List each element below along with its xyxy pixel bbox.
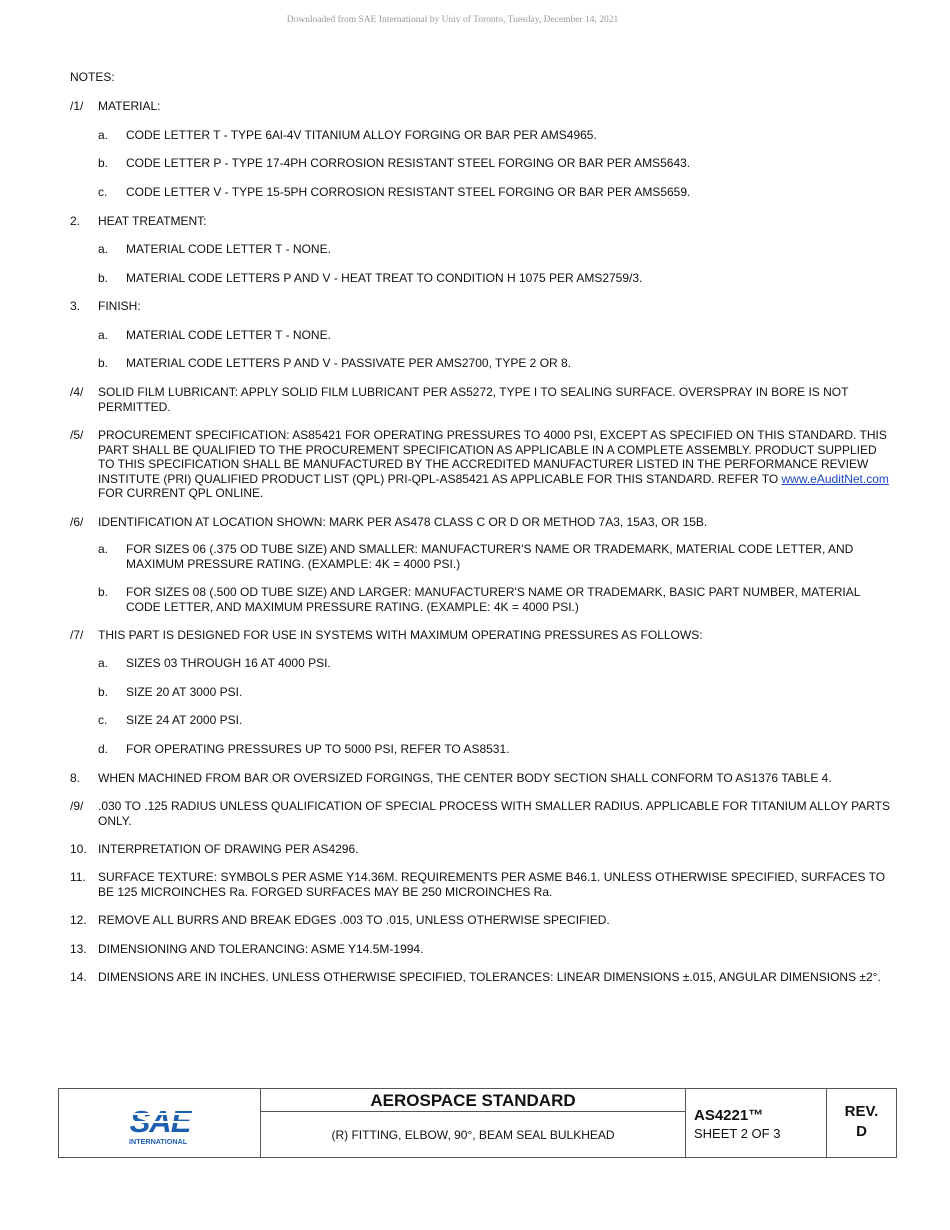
sub-note-letter: c. <box>98 185 108 199</box>
sub-note-letter: a. <box>98 128 109 142</box>
note-text: WHEN MACHINED FROM BAR OR OVERSIZED FORGINGS, THE CENTER BODY SECTION SHALL CONFORM TO AS1376 TABLE 4. <box>98 771 832 785</box>
standard-type: AEROSPACE STANDARD <box>261 1089 685 1112</box>
revision-value: D <box>856 1123 867 1140</box>
revision-cell <box>827 1089 896 1157</box>
eauditnet-link[interactable]: www.eAuditNet.com <box>781 471 889 486</box>
sub-note-text: MATERIAL CODE LETTER T - NONE. <box>126 242 331 256</box>
sub-note-letter: c. <box>98 713 108 727</box>
note-13 <box>70 942 890 957</box>
note-number: /4/ <box>70 385 84 399</box>
note-3 <box>70 299 890 314</box>
sub-note-text: CODE LETTER P - TYPE 17-4PH CORROSION RESISTANT STEEL FORGING OR BAR PER AMS5643. <box>126 156 691 170</box>
note-text: IDENTIFICATION AT LOCATION SHOWN: MARK PER AS478 CLASS C OR D OR METHOD 7A3, 15A3, OR 15B. <box>98 515 708 529</box>
note-text: .030 TO .125 RADIUS UNLESS QUALIFICATION OF SPECIAL PROCESS WITH SMALLER RADIUS. APPLICABLE FOR TITANIUM ALLOY PARTS ONLY. <box>98 799 891 828</box>
sub-note-letter: a. <box>98 656 109 670</box>
note-1 <box>70 99 890 114</box>
note-12 <box>70 913 890 928</box>
sub-note-letter: b. <box>98 271 109 285</box>
note-1a <box>98 128 890 143</box>
note-14 <box>70 970 890 985</box>
note-number: 13. <box>70 942 87 956</box>
sub-note-text: CODE LETTER V - TYPE 15-5PH CORROSION RESISTANT STEEL FORGING OR BAR PER AMS5659. <box>126 185 691 199</box>
sub-note-text: FOR SIZES 06 (.375 OD TUBE SIZE) AND SMALLER: MANUFACTURER'S NAME OR TRADEMARK, MATERIAL CODE LETTER, AND MAXIMUM PRESSURE RATING. (EXAMPLE: 4K = 4000 PSI.) <box>126 542 854 571</box>
note-number: /7/ <box>70 628 84 642</box>
sub-note-text: SIZES 03 THROUGH 16 AT 4000 PSI. <box>126 656 331 670</box>
document-cell <box>686 1089 827 1157</box>
note-number: /1/ <box>70 99 84 113</box>
sub-note-text: FOR OPERATING PRESSURES UP TO 5000 PSI, REFER TO AS8531. <box>126 742 510 756</box>
sub-note-letter: a. <box>98 542 109 556</box>
note-text: REMOVE ALL BURRS AND BREAK EDGES .003 TO .015, UNLESS OTHERWISE SPECIFIED. <box>98 913 610 927</box>
note-1b <box>98 156 890 171</box>
sub-note-text: MATERIAL CODE LETTERS P AND V - HEAT TREAT TO CONDITION H 1075 PER AMS2759/3. <box>126 271 643 285</box>
note-number: 8. <box>70 771 81 785</box>
note-text: THIS PART IS DESIGNED FOR USE IN SYSTEMS WITH MAXIMUM OPERATING PRESSURES AS FOLLOWS: <box>98 628 703 642</box>
note-text: INTERPRETATION OF DRAWING PER AS4296. <box>98 842 359 856</box>
sae-logo-icon <box>127 1103 197 1147</box>
title-cell <box>261 1089 686 1157</box>
note-2 <box>70 214 890 229</box>
sub-note-text: SIZE 20 AT 3000 PSI. <box>126 685 243 699</box>
note-text: SOLID FILM LUBRICANT: APPLY SOLID FILM LUBRICANT PER AS5272, TYPE I TO SEALING SURFACE. OVERSPRAY IN BORE IS NOT PERMITTED. <box>98 385 849 414</box>
note-1c <box>98 185 890 200</box>
notes-heading: NOTES: <box>70 70 115 84</box>
note-2b <box>98 271 890 286</box>
note-10 <box>70 842 890 857</box>
note-text: SURFACE TEXTURE: SYMBOLS PER ASME Y14.36M. REQUIREMENTS PER ASME B46.1. UNLESS OTHERWISE SPECIFIED, SURFACES TO BE 125 MICROINCHES Ra. FORGED SURFACES MAY BE 250 MICROINCHES Ra. <box>98 870 886 899</box>
note-6 <box>70 515 890 530</box>
logo-subtext: INTERNATIONAL <box>129 1137 188 1146</box>
note-number: /6/ <box>70 515 84 529</box>
sheet-number: SHEET 2 OF 3 <box>694 1126 781 1141</box>
note-11 <box>70 870 890 899</box>
note-number: 12. <box>70 913 87 927</box>
title-block <box>58 1088 897 1158</box>
sub-note-text: SIZE 24 AT 2000 PSI. <box>126 713 243 727</box>
note-number: 14. <box>70 970 87 984</box>
revision-label: REV. <box>844 1103 879 1120</box>
sub-note-letter: d. <box>98 742 109 756</box>
note-6b <box>98 585 890 614</box>
note-text-before-link: PROCUREMENT SPECIFICATION: AS85421 FOR OPERATING PRESSURES TO 4000 PSI, EXCEPT AS SPECIFIED ON THIS STANDARD. THIS PART SHALL BE QUALIFIED TO THE PROCUREMENT SPECIFICATION AS APPLICABLE IN A COMPLETE ASSEMBLY. PRODUCT SUPPLIED TO THIS SPECIFICATION SHALL BE MANUFACTURED BY THE ACCREDITED MANUFACTURER LISTED IN THE PERFORMANCE REVIEW INSTITUTE (PRI) QUALIFIED PRODUCT LIST (QPL) PRI-QPL-AS85421 AS APPLICABLE FOR THIS STANDARD. REFER TO <box>98 428 887 486</box>
note-text: DIMENSIONS ARE IN INCHES. UNLESS OTHERWISE SPECIFIED, TOLERANCES: LINEAR DIMENSIONS ±.015, ANGULAR DIMENSIONS ±2°. <box>98 970 881 984</box>
sub-note-text: MATERIAL CODE LETTER T - NONE. <box>126 328 331 342</box>
sub-note-letter: b. <box>98 356 109 370</box>
note-4 <box>70 385 890 414</box>
note-text <box>98 428 890 501</box>
sub-note-letter: b. <box>98 685 109 699</box>
note-text: HEAT TREATMENT: <box>98 214 207 228</box>
note-2a <box>98 242 890 257</box>
note-8 <box>70 771 890 786</box>
sub-note-letter: a. <box>98 328 109 342</box>
note-number: 10. <box>70 842 87 856</box>
note-3b <box>98 356 890 371</box>
note-7 <box>70 628 890 643</box>
note-number: /9/ <box>70 799 84 813</box>
note-text: MATERIAL: <box>98 99 161 113</box>
note-7a <box>98 656 890 671</box>
sub-note-text: FOR SIZES 08 (.500 OD TUBE SIZE) AND LARGER: MANUFACTURER'S NAME OR TRADEMARK, BASIC PART NUMBER, MATERIAL CODE LETTER, AND MAXIMUM PRESSURE RATING. (EXAMPLE: 4K = 4000 PSI.) <box>126 585 860 614</box>
sub-note-text: MATERIAL CODE LETTERS P AND V - PASSIVATE PER AMS2700, TYPE 2 OR 8. <box>126 356 572 370</box>
note-number: 2. <box>70 214 81 228</box>
sub-note-letter: b. <box>98 585 109 599</box>
note-6a <box>98 542 890 571</box>
sub-note-text: CODE LETTER T - TYPE 6Al-4V TITANIUM ALLOY FORGING OR BAR PER AMS4965. <box>126 128 597 142</box>
note-3a <box>98 328 890 343</box>
note-9 <box>70 799 890 828</box>
note-text-after-link: FOR CURRENT QPL ONLINE. <box>98 486 264 500</box>
note-7d <box>98 742 890 757</box>
note-5 <box>70 428 890 501</box>
note-number: 11. <box>70 870 86 884</box>
note-text: DIMENSIONING AND TOLERANCING: ASME Y14.5M-1994. <box>98 942 424 956</box>
download-watermark: Downloaded from SAE International by Univ of Toronto, Tuesday, December 14, 2021 <box>286 15 619 25</box>
logo-mark: SAE <box>129 1104 191 1139</box>
note-7c <box>98 713 890 728</box>
note-7b <box>98 685 890 700</box>
note-text: FINISH: <box>98 299 141 313</box>
document-number: AS4221™ <box>694 1107 764 1124</box>
note-number: /5/ <box>70 428 84 442</box>
logo-cell <box>59 1089 261 1157</box>
note-number: 3. <box>70 299 81 313</box>
sub-note-letter: a. <box>98 242 109 256</box>
part-description: (R) FITTING, ELBOW, 90°, BEAM SEAL BULKHEAD <box>331 1128 615 1142</box>
sub-note-letter: b. <box>98 156 109 170</box>
